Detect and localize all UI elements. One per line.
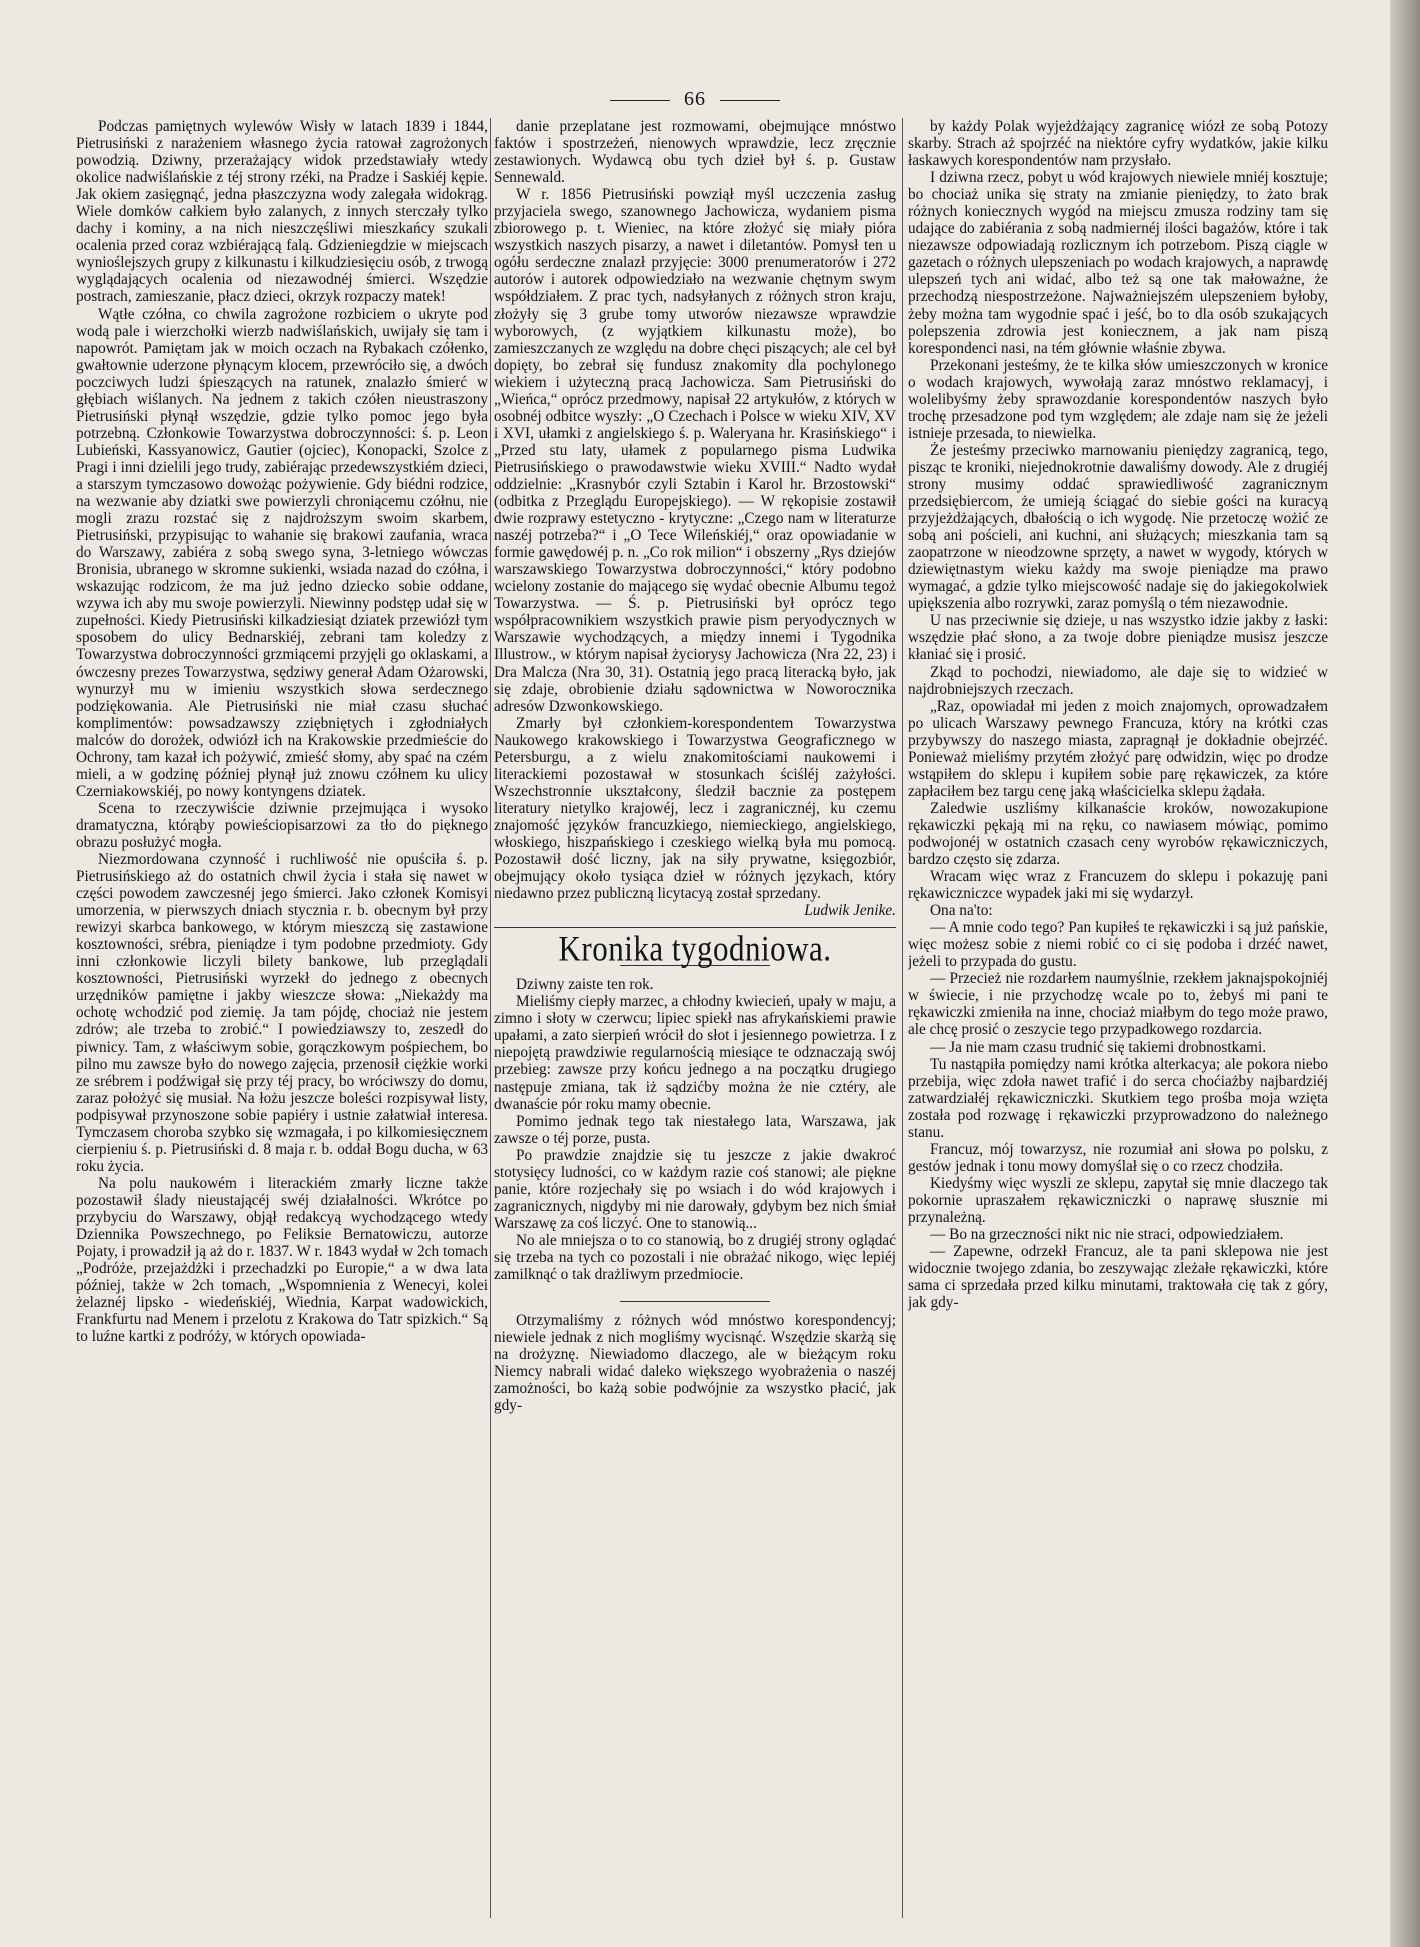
paragraph: U nas przeciwnie się dzieje, u nas wszystko idzie jakby z łaski: wszędzie płać słono, a za twoje dobre pieniądze musisz jeszcze kłaniać się i prosić. xyxy=(908,612,1328,664)
paragraph: Otrzymaliśmy z różnych wód mnóstwo korespondencyj; niewiele jednak z nich mogliśmy wycisnąć. Wszędzie skarżą się na drożyznę. Niewiadomo dlaczego, ale w bieżącym roku Niemcy nabrali widać daleko większego wyobrażenia o naszéj zamożności, bo każą sobie podwójnie za wszystko płacić, jak gdy- xyxy=(494,1312,896,1415)
paragraph: W r. 1856 Pietrusiński powziął myśl uczczenia zasług przyjaciela swego, szanownego Jachowicza, wydaniem pisma zbiorowego p. t. Wieniec, na które złożyć się miały pióra wszystkich naszych pisarzy, a nawet i diletantów. Pomysł ten u ogółu serdeczne znalazł przyjęcie: 3000 prenumeratorów i 272 autorów i autorek odpowiedziało na wezwanie chętnym swym współdziałem. Z prac tych, nadsyłanych z różnych stron kraju, złożyły się 3 grube tomy utworów niezawsze wprawdzie wyborowych, (z wyjątkiem kilkunastu może), bo zamieszczanych ze względu na dobre chęci piszących; ale cel był dopięty, bo zebrał się fundusz znakomity dla pochylonego wiekiem i użyteczną pracą Jachowicza. Sam Pietrusiński do „Wieńca,“ oprócz przedmowy, napisał 22 artykułów, z których w osobnéj odbitce wyszły: „O Czechach i Polsce w wieku XIV, XV i XVI, ułamki z angielskiego ś. p. Waleryana hr. Krasińskiego“ i „Przed stu laty, ułamek z popularnego pisma Ludwika Pietrusińskiego o prawodawstwie wieku XVIII.“ Nadto wydał oddzielnie: „Krasnybór czyli Sztabin i Karol hr. Brzostowski“ (odbitka z Przeglądu Europejskiego). — W rękopisie zostawił dwie rozprawy estetyczno - krytyczne: „Czego nam w literaturze naszéj potrzeba?“ i „O Tece Wileńskiéj,“ oraz opowiadanie w formie gawędowéj p. n. „Co rok milion“ i obszerny „Rys dziejów warszawskiego Towarzystwa dobroczynności,“ który podobno wcielony zostanie do mającego się wydać obecnie Albumu tegoż Towarzystwa. — Ś. p. Pietrusiński był oprócz tego współpracownikiem wszystkich prawie pism peryodycznych w Warszawie wychodzących, a między innemi i Tygodnika Illustrow., w którym napisał życiorysy Jachowicza (Nra 22, 23) i Dra Malcza (Nra 30, 31). Ostatnią jego pracą literacką było, jak się zdaje, obrobienie działu sądownictwa w Noworocznika adresów Dzwonkowskiego. xyxy=(494,186,896,715)
paragraph: — Ja nie mam czasu trudnić się takiemi drobnostkami. xyxy=(930,1038,1267,1056)
page-edge xyxy=(1390,0,1420,1947)
paragraph: danie przeplatane jest rozmowami, obejmujące mnóstwo faktów i spostrzeżeń, nienowych wprawdzie, lecz zręcznie zestawionych. Wydawcą obu tych dzieł był ś. p. Gustaw Sennewald. xyxy=(494,118,896,187)
paragraph: I dziwna rzecz, pobyt u wód krajowych niewiele mniéj kosztuje; bo chociaż unika się straty na zmianie pieniędzy, to żato brak różnych koniecznych wygód na miejscu zmusza rodziny tam się udające do zabiérania z sobą nadmiernéj ilości bagażów, które i tak niezawsze odpowiadają rozlicznym ich potrzebom. Piszą ciągle w gazetach o różnych ulepszeniach po wodach krajowych, a naprawdę ulepszeń tych ani widać, albo też są one tak małoważne, że przechodzą niespostrzeżone. Najważniejszém ulepszeniem byłoby, żeby można tam wygodnie spać i jeść, bo to dla osób szukających polepszenia zdrowia jest koniecznem, a jak nam piszą korespondenci nasi, na tém głównie właśnie zbywa. xyxy=(908,169,1328,357)
column-3 xyxy=(908,118,1328,1918)
paragraph: — Bo na grzeczności nikt nic nie straci, odpowiedziałem. xyxy=(930,1226,1284,1244)
paragraph: Przekonani jesteśmy, że te kilka słów umieszczonych w kronice o wodach krajowych, wywołają zaraz mnóstwo reklamacyj, i wolelibyśmy żeby sprawozdanie korespondentów naszych było trochę przesadzone pod tym względem; ale zdaje nam się że jeżeli istnieje przesada, to niewielka. xyxy=(908,356,1328,442)
paragraph: Dziwny zaiste ten rok. xyxy=(516,976,654,994)
paragraph: „Raz, opowiadał mi jeden z moich znajomych, oprowadzałem po ulicach Warszawy pewnego Francuza, który na krótki czas przybywszy do naszego miasta, zapragnął je dokładnie obejrzéć. Ponieważ mieliśmy przytém złożyć parę odwidzin, więc po drodze wstąpiłem do sklepu i kupiłem sobie parę rękawiczek, za które zapłaciłem bez targu cenę jaką właścicielka sklepu żądała. xyxy=(908,697,1328,800)
short-divider xyxy=(620,1301,770,1302)
paragraph: Zaledwie uszliśmy kilkanaście kroków, nowozakupione rękawiczki pękają mi na ręku, co nawiasem mówiąc, pomimo podwojonéj w ostatnich czasach ceny wyrobów rękawiczniczych, bardzo często się zdarza. xyxy=(908,799,1328,869)
paragraph: Niezmordowana czynność i ruchliwość nie opuściła ś. p. Pietrusińskiego aż do ostatnich chwil życia i stała się nawet w części powodem zawczesnéj jego śmierci. Jako członek Komisyi umorzenia, w pierwszych dniach stycznia r. b. obecnym był przy rewizyi skarbca bankowego, w którym mieszczą się zastawione kosztowności, srébra, pieniądze i tym podobne przedmioty. Gdy inni członkowie liczyli bilety bankowe, lub przeglądali kosztowności, Pietrusiński wyrzekł do jednego z obecnych urzędników pamiętne i jakby wieszcze słowa: „Niekażdy ma ochotę wchodzić pod ziemię. Ja tam pójdę, chociaż nie jestem zdrów; ale trzeba to zrobić.“ I powiedziawszy to, zeszedł do piwnicy. Tam, z właściwym sobie, gorączkowym pośpiechem, bo pilno mu zawsze było do nowego zajęcia, przenosił ciężkie worki ze srébrem i podźwigał się przy téj pracy, bo wróciwszy do domu, zaraz położyć się musiał. Na łożu jeszcze boleści rozpisywał listy, podpisywał przynoszone sobie papiéry i ustnie załatwiał interesa. Tymczasem choroba szybko się wzmagała, i po kilkomiesięcznem cierpieniu ś. p. Pietrusiński d. 8 maja r. b. oddał Bogu ducha, w 63 roku życia. xyxy=(76,851,488,1175)
paragraph: Mieliśmy ciepły marzec, a chłodny kwiecień, upały w maju, a zimno i słoty w czerwcu; lipiec spiekł nas afrykańskiemi prawie upałami, a zato sierpień wrócił do słot i jesiennego powietrza. I z niepojętą prawdziwie regularnością miesiące te odznaczają swój przebieg: zawsze przy końcu jednego a na początku drugiego następuje zmiana, tak iż sądzićby można że nie cztéry, ale dwanaście pór roku mamy obecnie. xyxy=(494,993,896,1113)
header-rule-left xyxy=(610,100,670,101)
paragraph: No ale mniejsza o to co stanowią, bo z drugiéj strony oglądać się trzeba na tych co pozostali i nie obrażać nikogo, więc lepiéj zamilknąć o tak drażliwym przedmiocie. xyxy=(494,1231,896,1284)
paragraph: Wracam więc wraz z Francuzem do sklepu i pokazuję pani rękawiczniczce wypadek jaki mi się wydarzył. xyxy=(908,868,1328,903)
paragraph: Po prawdzie znajdzie się tu jeszcze z jakie dwakroć stotysięcy ludności, co w każdym razie coś stanowi; ale piękne panie, które rozjechały się po wsiach i do wód krajowych i zagranicznych, nigdyby mi nie darowały, gdybym bez nich śmiał Warszawę za coś liczyć. One to stanowią... xyxy=(494,1146,896,1232)
paragraph: Zkąd to pochodzi, niewiadomo, ale daje się to widzieć w najdrobniejszych rzeczach. xyxy=(908,663,1328,698)
column-divider-1 xyxy=(490,118,491,1918)
page-header xyxy=(0,88,1390,111)
column-2 xyxy=(494,118,896,1918)
paragraph: Scena to rzeczywiście dziwnie przejmująca i wysoko dramatyczna, którąby powieściopisarzowi za tło do pięknego obrazu posłużyć mogła. xyxy=(76,799,488,851)
paragraph: Ona na'to: xyxy=(930,902,993,920)
paragraph: Wątłe czółna, co chwila zagrożone rozbiciem o ukryte pod wodą pale i wierzchołki wierzb nadwiślańskich, uwijały się tam i napowrót. Pamiętam jak w moich oczach na Rybakach czółenko, gwałtownie uderzone płynącym klocem, przewróciło się, a dwóch poczciwych ludzi śpieszących na ratunek, znalazło śmierć w głębiach wiślanych. Na jednem z takich czółen nieustraszony Pietrusiński płynął wszędzie, gdzie tylko pomoc jego była potrzebną. Członkowie Towarzystwa dobroczynności: ś. p. Leon Lubieński, Kassyanowicz, Gautier (ojciec), Konopacki, Szolce z Pragi i inni dzielili jego trudy, zabiérając przedewszystkiém dzieci, a starszym tymczasowo dowożąc pożywienie. Gdy biédni rodzice, na wezwanie aby dziatki swe powierzyli chroniącemu czółnu, nie mogli zrazu rozstać się z najdroższym swoim skarbem, Pietrusiński, przypisując to wahanie się brakowi zaufania, wraca do Warszawy, zabiéra z sobą swego syna, 3-letniego wówczas Bronisia, ubranego w skromne sukienki, wsiada nazad do czółna, i wskazując rodzicom, że ma już jedno dziecko sobie oddane, wzywa ich aby mu swoje powierzyli. Niewinny podstęp udał się w zupełności. Kiedy Pietrusiński kilkadziesiąt dziatek przewiózł tym sposobem do ulicy Bednarskiéj, zebrani tam koledzy z Towarzystwa dobroczynności grzmiącemi przyjęli go oklaskami, a ówczesny prezes Towarzystwa, sędziwy generał Adam Ożarowski, wynurzył mu w imieniu wszystkich słowa serdecznego podziękowania. Ale Pietrusiński nie miał czasu słuchać komplimentów: powsadzawszy zziębniętych i zgłodniałych malców do dorożek, odwiózł ich na Krakowskie przedmieście do Ochrony, tam kazał ich pożywić, zmieść słomy, aby spać na czém mieli, a w godzinę później płynął już znowu czółnem ku ulicy Czerniakowskiéj, po nowy kontyngens dziatek. xyxy=(76,305,488,800)
paragraph: — Zapewne, odrzekł Francuz, ale ta pani sklepowa nie jest widocznie twojego zdania, bo zeszywając zleżałe rękawiczki, które sama ci sprzedała przed kilku minutami, traktowała cię tak z góry, jak gdy- xyxy=(908,1243,1328,1312)
paragraph: Tu nastąpiła pomiędzy nami krótka alterkacya; ale pokora niebo przebija, więc zdoła nawet trafić i do serca choćiażby najbardziéj zatwardziałéj rękawiczniczki. Skutkiem tego prośba moja wzięta została pod rozwagę i rękawiczki przyprowadzono do należnego stanu. xyxy=(908,1055,1328,1141)
paragraph: by każdy Polak wyjeżdżający zagranicę wiózł ze sobą Potozy skarby. Strach aż spojrzéć na niektóre cyfry wydatków, jakie kilku łaskawych korespondentów nam przysłało. xyxy=(908,118,1328,170)
article-signature: Ludwik Jenike. xyxy=(804,902,896,920)
paragraph: Że jesteśmy przeciwko marnowaniu pieniędzy zagranicą, tego, pisząc te kroniki, niejednokrotnie dawaliśmy dowody. Ale z drugiéj strony musimy oddać sprawiedliwość zagranicznym przedsiębiercom, że umieją ściągać do siebie gości na kuracyą przyjeżdżających, dbałością o ich wygodę. Nie przetoczę wożić ze sobą ani pościeli, ani kuchni, ani służących; mieszkania tam są zaopatrzone w nieodzowne sprzęty, a nawet w wygody, których w dziewiętnastym wieku każdy ma swoje pieniądze ma prawo wymagać, a gdzie tylko miejscowość nadaje się do jakiegokolwiek upiększenia albo rozrywki, zaraz pomyślą o tém niezawodnie. xyxy=(908,441,1328,613)
page-number: 66 xyxy=(684,88,706,110)
paragraph: Francuz, mój towarzysz, nie rozumiał ani słowa po polsku, z gestów jednak i tonu mowy domyślał się o co rzecz chodziła. xyxy=(908,1140,1328,1175)
paragraph: — Przecież nie rozdarłem naumyślnie, rzekłem jaknajspokojniéj w świecie, i nie przychodzę wcale po to, żebyś mi pani te rękawiczki zmieniła na inne, chociaż miałbym do tego może prawo, ale chcę prosić o zeszycie tego przypadkowego rozdarcia. xyxy=(908,970,1328,1039)
header-rule-right xyxy=(720,100,780,101)
column-1 xyxy=(76,118,488,1918)
paragraph-gap xyxy=(494,1283,896,1297)
paragraph: — A mnie codo tego? Pan kupiłeś te rękawiczki i są już pańskie, więc możesz sobie z niemi robić co ci się podoba i drzéć nawet, jeżeli to przypada do gustu. xyxy=(908,919,1328,971)
paragraph: Na polu naukowém i literackiém zmarły liczne także pozostawił ślady nieustającéj swéj działalności. Wkrótce po przybyciu do Warszawy, objął redakcyą wychodzącego wtedy Dziennika Powszechnego, po Feliksie Bernatowiczu, autorze Pojaty, i prowadził ją aż do r. 1837. W r. 1843 wydał w 2ch tomach „Podróże, przejażdżki i przechadzki po Europie,“ a w dwa lata później, także w 2ch tomach, „Wspomnienia z Wenecyi, kolei żelaznéj lipsko - wiedeńskiéj, Wiednia, Karpat wadowickich, Frankfurtu nad Menem i przelotu z Krakowa do Tatr spizkich.“ Są to luźne kartki z podróży, w których opowiada- xyxy=(76,1174,488,1346)
paragraph: Kiedyśmy więc wyszli ze sklepu, zapytał się mnie dlaczego tak pokornie upraszałem rękawiczniczki o naprawę słusznie mi przynależną. xyxy=(908,1174,1328,1226)
paragraph: Zmarły był członkiem-korespondentem Towarzystwa Naukowego krakowskiego i Towarzystwa Geograficznego w Petersburgu, a z wielu znakomitościami naukowemi i literackiemi pozostawał w stosunkach ściśléj zażyłości. Wszechstronnie ukształcony, śledził bacznie za postępem literatury nietylko krajowéj, lecz i zagranicznéj, ku czemu znajomość języków francuzkiego, niemieckiego, angielskiego, włoskiego, hiszpańskiego i czeskiego wielką była mu pomocą. Pozostawił dość liczny, jak na siły prywatne, księgozbiór, obejmujący około tysiąca dzieł w różnych językach, który niedawno przez publiczną licytacyą został sprzedany. xyxy=(494,714,896,903)
column-divider-2 xyxy=(902,118,903,1918)
paragraph: Podczas pamiętnych wylewów Wisły w latach 1839 i 1844, Pietrusiński z narażeniem własnego życia ratował zagrożonych powodzią. Dziwny, przerażający widok przedstawiały wtedy okolice nadwiślańskie z téj strony rzéki, na Pradze i Saskiéj kępie. Jak okiem zasięgnąć, jedna płaszczyzna wody zalegała widokrąg. Wiele domków całkiem było zalanych, z innych sterczały tylko dachy i kominy, a na nich nieszczęśliwi mieszkańcy szukali ocalenia przed coraz wzbiérającą falą. Gdzieniegdzie w miejscach wynioślejszych grupy z kilkunastu i kilkudziesięciu osób, z trwogą wyglądających ocalenia od niezawodnéj śmierci. Wszędzie postrach, zamieszanie, płacz dzieci, okrzyk rozpaczy matek! xyxy=(76,118,488,306)
section-title: Kronika tygodniowa. xyxy=(558,928,832,969)
paragraph: Pomimo jednak tego tak niestałego lata, Warszawa, jak zawsze o téj porze, pusta. xyxy=(494,1112,896,1147)
